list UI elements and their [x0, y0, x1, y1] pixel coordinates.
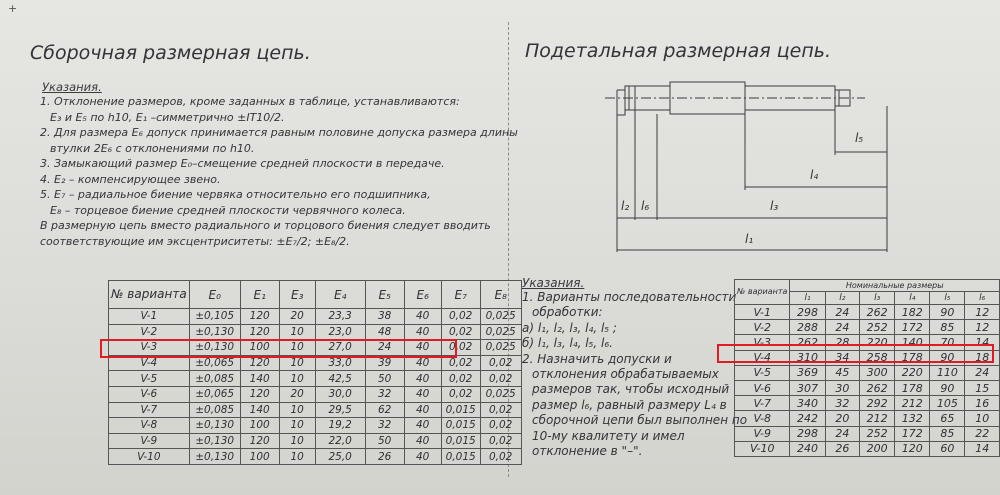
table-cell: V-7	[109, 402, 190, 418]
table-cell: 10	[279, 433, 315, 449]
table-cell: 24	[825, 426, 860, 441]
table-cell: 12	[965, 305, 1000, 320]
table-cell: 310	[790, 350, 825, 365]
table-cell: ±0,085	[189, 402, 240, 418]
table-cell: 120	[240, 386, 279, 402]
left-note-line: 5. E₇ – радиальное биение червяка относительно его подшипника,	[40, 188, 431, 201]
table-cell: 10	[965, 411, 1000, 426]
table-cell: 0,015	[441, 418, 480, 434]
table-cell: 10	[279, 324, 315, 340]
table-cell: 0,025	[480, 309, 521, 325]
left-note-line: В размерную цепь вместо радиального и торцового биения следует вводить	[40, 219, 491, 232]
table-cell: 30	[825, 380, 860, 395]
table-row	[735, 320, 1000, 335]
table-cell: 0,02	[480, 433, 521, 449]
table-cell: 10	[279, 418, 315, 434]
table-cell: 70	[930, 335, 965, 350]
table-cell: 27,0	[315, 340, 365, 356]
table-cell: 40	[404, 371, 441, 387]
right-note-line: обработки:	[532, 305, 603, 320]
table-cell: 19,2	[315, 418, 365, 434]
table-cell: 22,0	[315, 433, 365, 449]
table-cell: 30,0	[315, 386, 365, 402]
table-cell: 0,02	[480, 449, 521, 465]
table-cell: 0,025	[480, 340, 521, 356]
table-row	[735, 426, 1000, 441]
table-cell: 23,0	[315, 324, 365, 340]
label-l1: l₁	[745, 232, 754, 246]
table-cell: 0,02	[480, 402, 521, 418]
table-cell: 220	[860, 335, 895, 350]
table-cell: 40	[404, 324, 441, 340]
left-title: Сборочная размерная цепь.	[30, 42, 311, 64]
left-note-line: 3. Замыкающий размер E₀–смещение средней плоскости в передаче.	[40, 157, 445, 170]
shaft-drawing	[605, 70, 905, 255]
left-note-line: 1. Отклонение размеров, кроме заданных в таблице, устанавливаются:	[40, 95, 460, 108]
table-cell: 0,02	[441, 371, 480, 387]
table-cell: 252	[860, 426, 895, 441]
table-cell: 340	[790, 396, 825, 411]
table-cell: 0,02	[480, 418, 521, 434]
table-cell: ±0,085	[189, 371, 240, 387]
table-cell: V-8	[109, 418, 190, 434]
right-note-line: размеров так, чтобы исходный	[532, 382, 730, 397]
table-header-row	[735, 280, 1000, 292]
table-cell: 34	[825, 350, 860, 365]
table-cell: V-9	[735, 426, 790, 441]
header-e5: E₅	[365, 281, 404, 309]
label-l6: l₆	[641, 199, 650, 213]
right-note-line: отклонение в "–".	[532, 444, 643, 459]
table-cell: 10	[279, 449, 315, 465]
table-cell: ±0,130	[189, 418, 240, 434]
header-variant: № варианта	[109, 281, 190, 309]
table-cell: 40	[404, 433, 441, 449]
highlight-row-v3-left	[100, 339, 457, 358]
header-l3: l₃	[860, 292, 895, 305]
table-header-row	[109, 281, 522, 309]
table-cell: 300	[860, 365, 895, 380]
table-cell: 182	[895, 305, 930, 320]
left-note-line: соответствующие им эксцентриситеты: ±E₇/2; ±E₈/2.	[40, 234, 350, 248]
header-variant: № варианта	[735, 280, 790, 305]
table-cell: V-7	[735, 396, 790, 411]
right-title: Подетальная размерная цепь.	[525, 40, 832, 62]
left-note-line: 4. E₂ – компенсирующее звено.	[40, 172, 221, 186]
table-cell: 42,5	[315, 371, 365, 387]
table-cell: 100	[240, 449, 279, 465]
table-cell: 40	[404, 386, 441, 402]
table-cell: 120	[240, 433, 279, 449]
right-note-line: 10-му квалитету и имел	[532, 428, 685, 443]
table-cell: 100	[240, 418, 279, 434]
table-cell: 32	[365, 386, 404, 402]
corner-mark: +	[8, 2, 18, 15]
table-cell: 12	[965, 320, 1000, 335]
header-l2: l₂	[825, 292, 860, 305]
table-cell: 29,5	[315, 402, 365, 418]
table-cell: 48	[365, 324, 404, 340]
left-note-line: втулки 2E₆ с отклонениями по h10.	[50, 141, 255, 155]
table-cell: 292	[860, 396, 895, 411]
table-row	[109, 449, 522, 465]
table-cell: 50	[365, 371, 404, 387]
table-cell: 24	[825, 320, 860, 335]
header-l6: l₆	[965, 292, 1000, 305]
table-row	[109, 371, 522, 387]
label-l3: l₃	[770, 199, 779, 213]
table-cell: 252	[860, 320, 895, 335]
table-cell: 0,02	[480, 355, 521, 371]
table-cell: 212	[895, 396, 930, 411]
table-row	[109, 309, 522, 325]
table-cell: V-1	[735, 305, 790, 320]
right-note-line: б) l₁, l₃, l₄, l₅, l₆.	[522, 336, 613, 351]
table-cell: 40	[404, 355, 441, 371]
table-cell: V-2	[735, 320, 790, 335]
table-cell: 14	[965, 441, 1000, 456]
table-cell: 212	[860, 411, 895, 426]
table-row	[735, 380, 1000, 395]
table-cell: 40	[404, 449, 441, 465]
table-cell: 140	[895, 335, 930, 350]
table-row	[735, 305, 1000, 320]
table-row	[109, 433, 522, 449]
table-cell: 369	[790, 365, 825, 380]
table-row	[109, 324, 522, 340]
table-cell: 105	[930, 396, 965, 411]
table-cell: 178	[895, 350, 930, 365]
table-row	[735, 396, 1000, 411]
table-row	[735, 441, 1000, 456]
table-cell: 0,02	[441, 355, 480, 371]
header-l4: l₄	[895, 292, 930, 305]
table-cell: ±0,130	[189, 449, 240, 465]
table-row	[735, 365, 1000, 380]
table-cell: 24	[365, 340, 404, 356]
table-cell: V-3	[735, 335, 790, 350]
header-e6: E₆	[404, 281, 441, 309]
table-cell: V-3	[109, 340, 190, 356]
table-cell: V-6	[735, 380, 790, 395]
right-note-line: 2. Назначить допуски и	[522, 351, 672, 366]
table-cell: V-4	[735, 350, 790, 365]
table-cell: 240	[790, 441, 825, 456]
table-cell: 40	[404, 309, 441, 325]
table-cell: 0,025	[480, 386, 521, 402]
table-cell: 100	[240, 340, 279, 356]
table-row	[735, 411, 1000, 426]
table-cell: ±0,105	[189, 309, 240, 325]
table-cell: 0,015	[441, 402, 480, 418]
left-notes-heading: Указания.	[42, 80, 102, 94]
highlight-row-v3-right	[717, 344, 994, 363]
table-cell: 140	[240, 371, 279, 387]
table-row	[109, 386, 522, 402]
table-cell: V-5	[735, 365, 790, 380]
table-cell: 298	[790, 426, 825, 441]
right-notes	[522, 290, 748, 459]
right-note-line: размер l₆, равный размеру L₄ в	[532, 397, 727, 412]
label-l4: l₄	[810, 168, 819, 182]
table-cell: 172	[895, 320, 930, 335]
table-cell: 20	[279, 386, 315, 402]
table-cell: 40	[404, 402, 441, 418]
right-note-line: а) l₁, l₂, l₃, l₄, l₅ ;	[522, 320, 617, 335]
table-cell: 0,02	[441, 386, 480, 402]
table-cell: V-10	[109, 449, 190, 465]
table-cell: 10	[279, 402, 315, 418]
table-cell: 0,02	[441, 309, 480, 325]
table-cell: 120	[240, 355, 279, 371]
right-note-line: сборочной цепи был выполнен по	[532, 413, 748, 428]
table-cell: 85	[930, 426, 965, 441]
table-cell: ±0,065	[189, 355, 240, 371]
left-note-line: E₃ и E₅ по h10, E₁ –симметрично ±IT10/2.	[50, 110, 285, 124]
table-cell: 28	[825, 335, 860, 350]
table-cell: 120	[240, 309, 279, 325]
table-cell: 172	[895, 426, 930, 441]
table-cell: V-6	[109, 386, 190, 402]
table-cell: 262	[790, 335, 825, 350]
table-cell: 10	[279, 371, 315, 387]
table-cell: V-5	[109, 371, 190, 387]
table-cell: 298	[790, 305, 825, 320]
table-cell: V-2	[109, 324, 190, 340]
table-row	[109, 402, 522, 418]
table-cell: 110	[930, 365, 965, 380]
right-note-line: 1. Варианты последовательности	[522, 290, 737, 304]
label-l5: l₅	[855, 131, 864, 145]
table-cell: 40	[404, 340, 441, 356]
table-cell: 62	[365, 402, 404, 418]
table-cell: 39	[365, 355, 404, 371]
table-cell: V-4	[109, 355, 190, 371]
table-cell: 0,02	[480, 371, 521, 387]
table-cell: V-8	[735, 411, 790, 426]
table-cell: 33,0	[315, 355, 365, 371]
header-l5: l₅	[930, 292, 965, 305]
part-chain-table	[734, 279, 1000, 457]
table-cell: ±0,130	[189, 433, 240, 449]
label-l2: l₂	[621, 199, 630, 213]
header-l1: l₁	[790, 292, 825, 305]
table-cell: 50	[365, 433, 404, 449]
table-cell: 32	[825, 396, 860, 411]
table-cell: 20	[279, 309, 315, 325]
table-cell: 0,02	[441, 324, 480, 340]
table-cell: V-10	[735, 441, 790, 456]
table-cell: 220	[895, 365, 930, 380]
table-cell: 85	[930, 320, 965, 335]
table-cell: 132	[895, 411, 930, 426]
table-cell: 40	[404, 418, 441, 434]
header-e0: E₀	[189, 281, 240, 309]
table-cell: 24	[965, 365, 1000, 380]
table-cell: 60	[930, 441, 965, 456]
header-e7: E₇	[441, 281, 480, 309]
right-note-line: отклонения обрабатываемых	[532, 367, 719, 382]
table-cell: 90	[930, 380, 965, 395]
table-cell: 45	[825, 365, 860, 380]
table-cell: 140	[240, 402, 279, 418]
table-cell: 24	[825, 305, 860, 320]
table-cell: 120	[895, 441, 930, 456]
table-cell: 262	[860, 380, 895, 395]
table-cell: 65	[930, 411, 965, 426]
table-cell: 120	[240, 324, 279, 340]
table-cell: 90	[930, 305, 965, 320]
table-cell: 16	[965, 396, 1000, 411]
table-cell: V-1	[109, 309, 190, 325]
table-cell: 20	[825, 411, 860, 426]
table-cell: 38	[365, 309, 404, 325]
table-cell: 26	[365, 449, 404, 465]
table-cell: 26	[825, 441, 860, 456]
left-notes	[40, 94, 518, 249]
table-cell: 90	[930, 350, 965, 365]
table-cell: 258	[860, 350, 895, 365]
table-cell: 262	[860, 305, 895, 320]
table-cell: 178	[895, 380, 930, 395]
table-cell: 0,015	[441, 433, 480, 449]
table-cell: 0,015	[441, 449, 480, 465]
table-cell: 32	[365, 418, 404, 434]
table-cell: 288	[790, 320, 825, 335]
right-notes-heading: Указания.	[522, 276, 585, 290]
table-cell: ±0,065	[189, 386, 240, 402]
header-e3: E₃	[279, 281, 315, 309]
table-row	[109, 418, 522, 434]
table-cell: 242	[790, 411, 825, 426]
table-cell: 22	[965, 426, 1000, 441]
table-cell: 15	[965, 380, 1000, 395]
table-cell: 10	[279, 355, 315, 371]
table-cell: ±0,130	[189, 324, 240, 340]
left-note-line: E₈ – торцевое биение средней плоскости червячного колеса.	[50, 203, 406, 217]
table-cell: 0,025	[480, 324, 521, 340]
table-cell: 25,0	[315, 449, 365, 465]
table-cell: 200	[860, 441, 895, 456]
table-cell: 18	[965, 350, 1000, 365]
header-e4: E₄	[315, 281, 365, 309]
left-note-line: 2. Для размера E₆ допуск принимается равным половине допуска размера длины	[40, 126, 518, 139]
header-e1: E₁	[240, 281, 279, 309]
table-cell: 23,3	[315, 309, 365, 325]
assembly-chain-table	[108, 280, 522, 465]
table-cell: 0,02	[441, 340, 480, 356]
table-cell: 10	[279, 340, 315, 356]
table-cell: 307	[790, 380, 825, 395]
table-cell: ±0,130	[189, 340, 240, 356]
header-nominal-sizes: Номинальные размеры	[790, 280, 1000, 292]
table-cell: V-9	[109, 433, 190, 449]
header-e8: E₈	[480, 281, 521, 309]
table-cell: 14	[965, 335, 1000, 350]
